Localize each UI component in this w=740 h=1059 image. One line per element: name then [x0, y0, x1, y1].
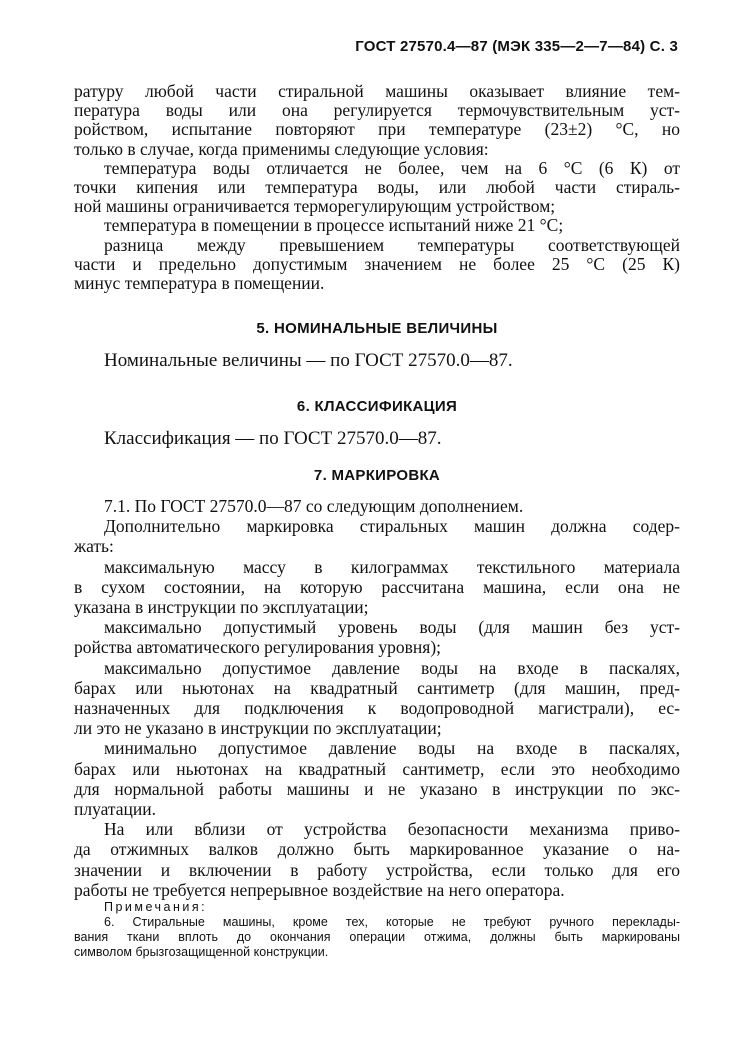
text-line: Номинальные величины — по ГОСТ 27570.0—87.: [104, 350, 513, 371]
note-line: 6. Стиральные машины, кроме тех, которые не требуют ручного переклады-: [104, 915, 680, 929]
text-line: ройства автоматического регулирования уровня);: [74, 637, 442, 658]
text-line: Классификация — по ГОСТ 27570.0—87.: [104, 428, 442, 449]
notes-block: [74, 900, 680, 960]
text-line: максимальную массу в килограммах текстильного материала: [104, 556, 680, 577]
text-line: минимально допустимое давление воды на входе в паскалях,: [104, 738, 680, 759]
section-heading-7: 7. МАРКИРОВКА: [313, 467, 441, 484]
text-line: температура воды отличается не более, чем на 6 °С (6 К) от: [104, 157, 680, 178]
text-line: только в случае, когда применимы следующие условия:: [74, 138, 489, 159]
text-line: ной машины ограничивается терморегулирующим устройством;: [74, 196, 556, 217]
text-line: барах или ньютонах на квадратный сантиметр (для машин, пред-: [74, 677, 680, 698]
text-line: разница между превышением температуры соответствующей: [104, 234, 680, 255]
section-heading-5: 5. НОМИНАЛЬНЫЕ ВЕЛИЧИНЫ: [256, 320, 498, 337]
text-line: жать:: [74, 536, 114, 557]
text-line: указана в инструкции по эксплуатации;: [74, 597, 369, 618]
text-line: да отжимных валков должно быть маркированное указание о на-: [74, 839, 680, 860]
text-line: На или вблизи от устройства безопасности механизма приво-: [104, 819, 680, 840]
text-line: барах или ньютонах на квадратный сантиметр, если это необходимо: [74, 758, 680, 779]
text-line: в сухом состоянии, на которую рассчитана машина, если она не: [74, 576, 680, 597]
text-line: пература воды или она регулируется термочувствительным уст-: [74, 100, 680, 121]
intro-text: [74, 82, 680, 293]
section-5-text: [74, 350, 680, 372]
text-line: для нормальной работы машины и не указано в инструкции по экс-: [74, 778, 680, 799]
section-heading-6: 6. КЛАССИФИКАЦИЯ: [296, 398, 458, 415]
text-line: работы не требуется непрерывное воздействие на него оператора.: [74, 879, 565, 900]
text-line: точки кипения или температура воды, или любой части стираль-: [74, 177, 680, 198]
text-line: ли это не указано в инструкции по эксплуатации;: [74, 718, 442, 739]
text-line: плуатации.: [74, 799, 157, 820]
page-header: ГОСТ 27570.4—87 (МЭК 335—2—7—84) С. 3: [355, 38, 678, 55]
text-line: Дополнительно маркировка стиральных машин должна содер-: [104, 516, 680, 537]
text-line: назначенных для подключения к водопроводной магистрали), ес-: [74, 698, 680, 719]
text-line: ратуру любой части стиральной машины оказывает влияние тем-: [74, 81, 680, 101]
text-line: 7.1. По ГОСТ 27570.0—87 со следующим дополнением.: [104, 496, 524, 516]
text-line: максимально допустимый уровень воды (для машин без уст-: [104, 617, 680, 638]
text-line: максимально допустимое давление воды на входе в паскалях,: [104, 657, 680, 678]
text-line: части и предельно допустимым значением не более 25 °С (25 К): [74, 253, 680, 274]
text-line: ройством, испытание повторяют при температуре (23±2) °С, но: [74, 119, 680, 140]
note-line: символом брызгозащищенной конструкции.: [74, 945, 329, 959]
text-line: значении и включении в работу устройства, если только для его: [74, 859, 680, 880]
note-line: вания ткани вплоть до окончания операции отжима, должны быть маркированы: [74, 930, 680, 944]
section-6-text: [74, 428, 680, 450]
section-7-text: [74, 496, 680, 900]
text-line: температура в помещении в процессе испытаний ниже 21 °С;: [104, 215, 564, 236]
notes-title: Примечания:: [104, 900, 208, 914]
text-line: минус температура в помещении.: [74, 273, 325, 294]
